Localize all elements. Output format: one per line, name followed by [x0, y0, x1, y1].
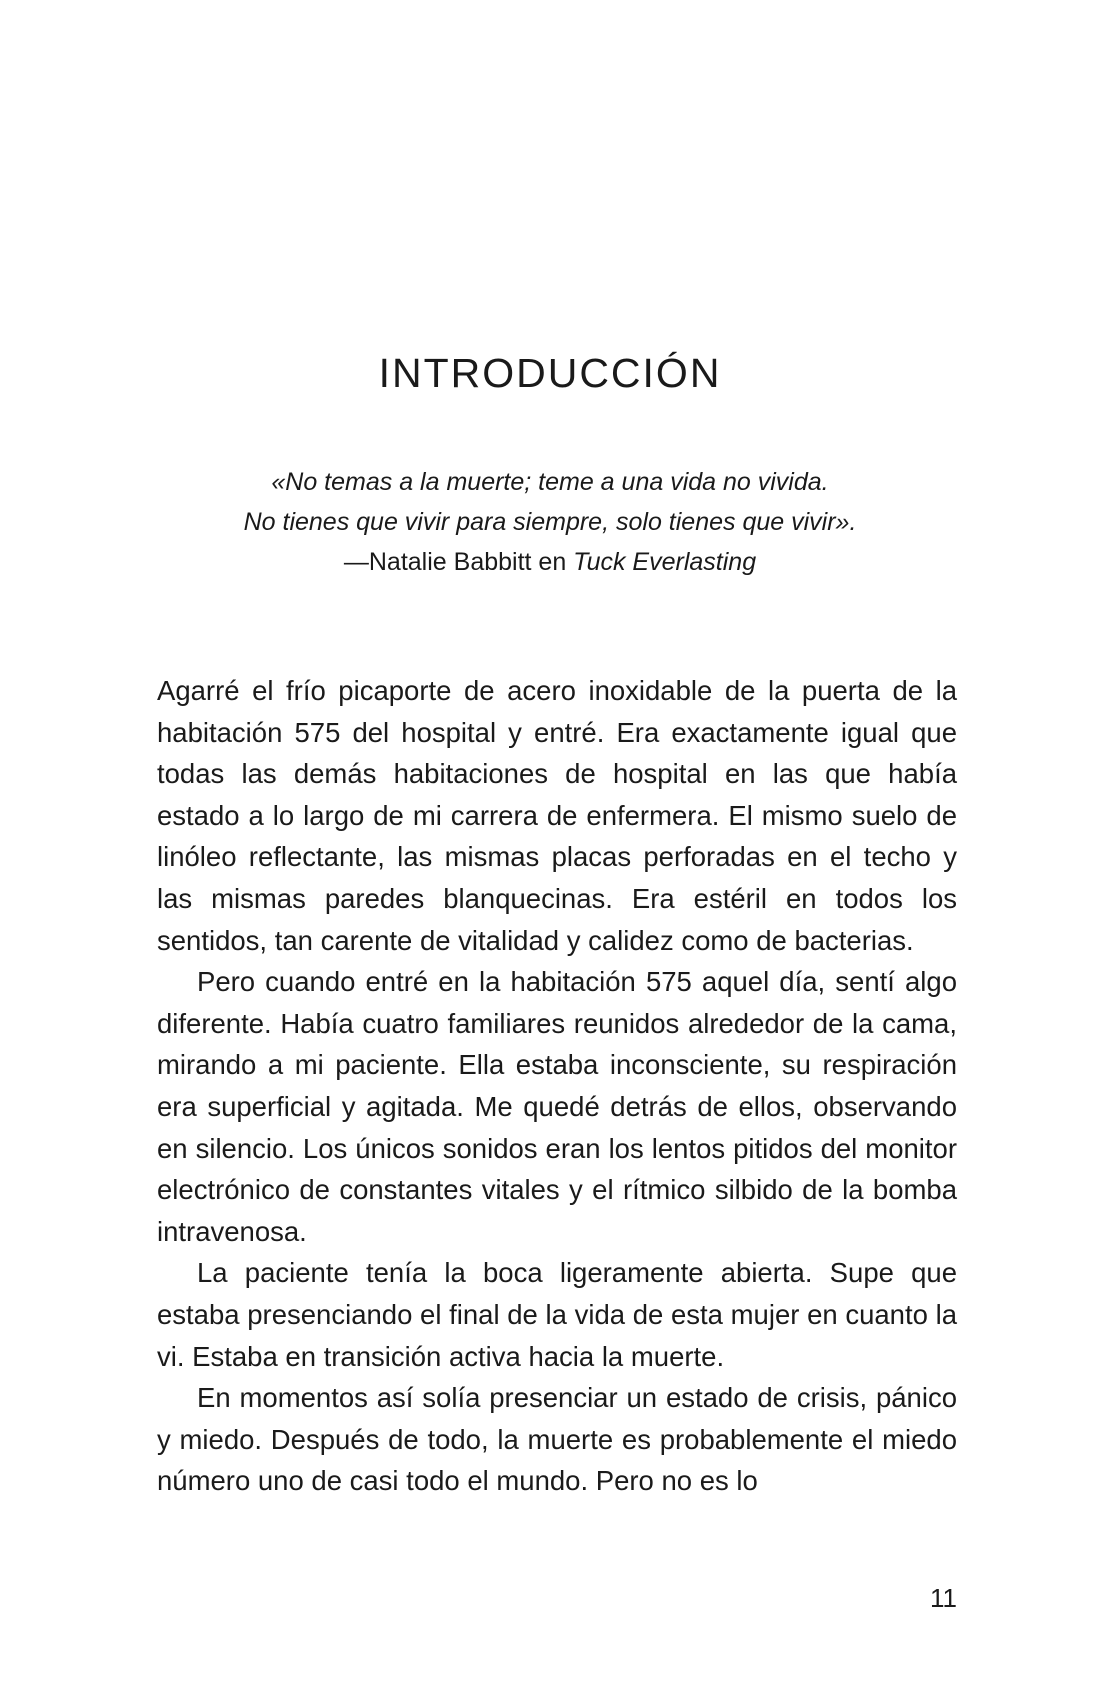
epigraph [0, 462, 1100, 582]
page-number: 11 [930, 1583, 957, 1613]
paragraph-2: Pero cuando entré en la habitación 575 aquel día, sentí algo diferente. Había cuatro familiares reunidos alrededor de la cama, mirando a mi paciente. Ella estaba inconsciente, su respiración era superficial y agitada. Me quedé detrás de ellos, observando en silencio. Los únicos sonidos eran los lentos pitidos del monitor electrónico de constantes vitales y el rítmico silbido de la bomba intravenosa. [157, 966, 957, 1247]
paragraph-1: Agarré el frío picaporte de acero inoxidable de la puerta de la habitación 575 del hospital y entré. Era exactamente igual que todas las demás habitaciones de hospital en las que había estado a lo largo de mi carrera de enfermera. El mismo suelo de linóleo reflectante, las mismas placas perforadas en el techo y las mismas paredes blanquecinas. Era estéril en todos los sentidos, tan carente de vitalidad y calidez como de bacterias. [157, 675, 957, 956]
epigraph-line-2: No tienes que vivir para siempre, solo tienes que vivir». [243, 508, 857, 536]
body-text [157, 670, 957, 1502]
chapter-title: INTRODUCCIÓN [378, 350, 722, 396]
paragraph-3: La paciente tenía la boca ligeramente abierta. Supe que estaba presenciando el final de la vida de esta mujer en cuanto la vi. Estaba en transición activa hacia la muerte. [157, 1257, 957, 1372]
epigraph-author: —Natalie Babbitt en [343, 548, 574, 576]
paragraph-4: En momentos así solía presenciar un estado de crisis, pánico y miedo. Después de todo, la muerte es probablemente el miedo número uno de casi todo el mundo. Pero no es lo [157, 1382, 957, 1497]
epigraph-book-title: Tuck Everlasting [573, 548, 757, 576]
epigraph-line-1: «No temas a la muerte; teme a una vida no vivida. [271, 468, 829, 496]
epigraph-attribution [0, 542, 1100, 582]
